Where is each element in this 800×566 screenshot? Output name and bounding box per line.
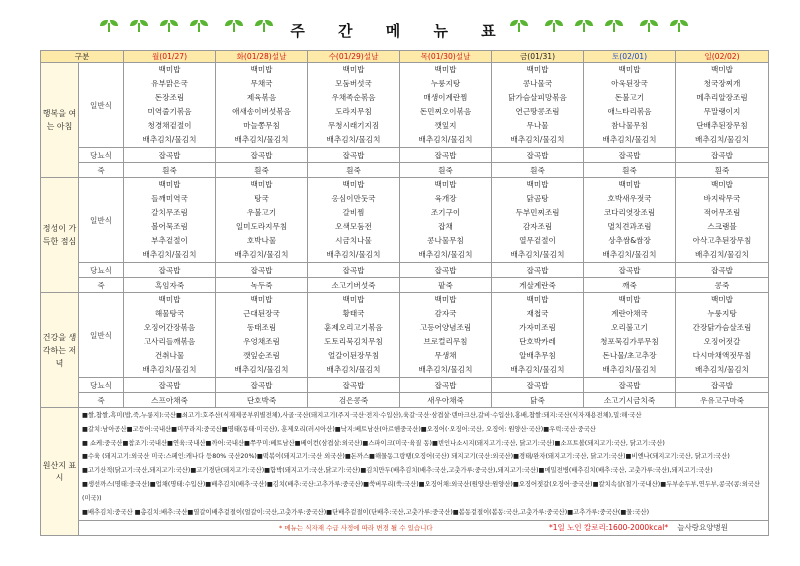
menu-item: 배추김치/물김치 — [234, 135, 289, 144]
menu-item: 고등어양념조림 — [419, 323, 472, 332]
porridge-cell: 단호박죽 — [216, 393, 308, 408]
menu-item: 가자미조림 — [519, 323, 556, 332]
porridge-label: 죽 — [79, 393, 124, 408]
menu-cell — [584, 178, 676, 263]
meal-row — [41, 178, 769, 263]
menu-item: 백미밥 — [250, 295, 273, 304]
diabetic-cell: 잡곡밥 — [308, 148, 400, 163]
menu-item: 백미밥 — [342, 65, 365, 74]
menu-change-notice: * 메뉴는 식자재 수급 사정에 따라 변경 될 수 있습니다 — [279, 524, 433, 533]
menu-item: 아삭고추된장무침 — [692, 236, 752, 245]
weekly-menu-table — [40, 50, 769, 536]
diabetic-label: 당뇨식 — [79, 148, 124, 163]
diabetic-cell: 잡곡밥 — [584, 263, 676, 278]
menu-item: 백미밥 — [526, 180, 549, 189]
menu-item: 코다리엿장조림 — [603, 208, 656, 217]
porridge-cell: 녹두죽 — [216, 278, 308, 293]
menu-item: 스크램블 — [707, 222, 737, 231]
menu-item: 건취나물 — [154, 351, 185, 360]
porridge-cell: 팥죽 — [400, 278, 492, 293]
diabetic-cell: 잡곡밥 — [216, 148, 308, 163]
menu-item: 유부맑은국 — [151, 79, 188, 88]
menu-cell — [308, 63, 400, 148]
menu-item: 마늘쫑무침 — [243, 121, 280, 130]
porridge-cell: 게살계란죽 — [492, 278, 584, 293]
porridge-cell: 흑임자죽 — [124, 278, 216, 293]
porridge-cell: 소고기버섯죽 — [308, 278, 400, 293]
menu-item: 배추김치/물김치 — [142, 135, 197, 144]
menu-item: 고사리들깨볶음 — [143, 337, 196, 346]
day-header: 목(01/30)설날 — [400, 51, 492, 63]
meal-type-label: 일반식 — [79, 293, 124, 378]
day-header: 화(01/28)설날 — [216, 51, 308, 63]
menu-item: 배추김치/물김치 — [142, 250, 197, 259]
porridge-cell: 깨죽 — [584, 278, 676, 293]
menu-cell — [584, 63, 676, 148]
diabetic-cell: 잡곡밥 — [400, 148, 492, 163]
menu-item: 무청시래기지짐 — [327, 121, 380, 130]
menu-item: 백미밥 — [158, 65, 181, 74]
menu-item: 근대된장국 — [243, 309, 280, 318]
menu-item: 무생채 — [434, 351, 457, 360]
origin-line: ■ 쇼케:중국산■참조기:국내산■연육:국내산■까어:국내산■쭈꾸미:베트남산■베이컨(삼겹살:외국산)■스파이크(미국·육질 동)■빈인나소시지(돼지고기:국산, 닭고기:국산)■소프트볼(돼지고기:국산, 닭고기:국산) — [82, 439, 665, 447]
diabetic-cell: 잡곡밥 — [584, 148, 676, 163]
menu-cell — [124, 178, 216, 263]
menu-item: 미역줄기볶음 — [147, 107, 192, 116]
porridge-label: 죽 — [79, 278, 124, 293]
footer-row — [41, 521, 769, 536]
diabetic-cell: 잡곡밥 — [400, 263, 492, 278]
menu-item: 돈장조림 — [154, 93, 185, 102]
menu-item: 배추김치/물김치 — [510, 135, 565, 144]
menu-item: 우불고기 — [246, 208, 277, 217]
menu-item: 백미밥 — [618, 180, 641, 189]
menu-item: 배추김치/물김치 — [326, 250, 381, 259]
menu-item: 육개장 — [434, 194, 457, 203]
menu-item: 단배추된장무침 — [696, 121, 748, 130]
menu-item: 배추김치/물김치 — [602, 250, 657, 259]
menu-cell — [676, 178, 769, 263]
porridge-cell: 콩죽 — [676, 278, 769, 293]
menu-item: 단호박카레 — [519, 337, 556, 346]
diabetic-cell: 잡곡밥 — [584, 378, 676, 393]
menu-item: 돈불고기 — [614, 93, 645, 102]
porridge-row — [41, 393, 769, 408]
menu-item: 백미밥 — [618, 65, 641, 74]
menu-item: 제육볶음 — [246, 93, 277, 102]
diabetic-cell: 잡곡밥 — [308, 378, 400, 393]
menu-item: 백미밥 — [711, 180, 734, 189]
porridge-row — [41, 278, 769, 293]
menu-item: 오징어젓갈 — [703, 337, 741, 346]
menu-item: 매생이계란찜 — [423, 93, 468, 102]
menu-cell — [676, 63, 769, 148]
menu-item: 배추김치/물김치 — [602, 135, 657, 144]
porridge-cell: 우유고구마죽 — [676, 393, 769, 408]
menu-cell — [492, 293, 584, 378]
meal-label: 행복을 여는 아침 — [41, 63, 79, 178]
menu-item: 백미밥 — [250, 180, 273, 189]
menu-item: 무나물 — [526, 121, 549, 130]
diabetic-cell: 잡곡밥 — [216, 263, 308, 278]
menu-item: 상추쌈&쌈장 — [608, 236, 651, 245]
diabetic-cell: 잡곡밥 — [676, 263, 769, 278]
menu-item: 배추김치/물김치 — [418, 135, 473, 144]
menu-item: 배추김치/물김치 — [510, 250, 565, 259]
menu-item: 갈치무조림 — [151, 208, 188, 217]
menu-cell — [308, 178, 400, 263]
menu-item: 브로컬리무침 — [423, 337, 468, 346]
menu-item: 백미밥 — [526, 65, 549, 74]
porridge-cell: 흰죽 — [216, 163, 308, 178]
diabetic-cell: 잡곡밥 — [308, 263, 400, 278]
menu-item: 백미밥 — [158, 295, 181, 304]
menu-item: 감자조림 — [522, 222, 553, 231]
day-header: 수(01/29)설날 — [308, 51, 400, 63]
menu-item: 우채족순볶음 — [331, 93, 376, 102]
origin-line: ■수육 (돼지고기:외국산 미국:스페인:캐나다 등80% 국산20%)■떡볶이(돼지고기:국산 외국산)■돈까스■해물동그랑땡(오징어(국산) 돼지고기(국산:외국산)■경태/완자(돼지고기:국산, 닭고기:국산)■비엔나(돼지고기:국산, 닭고기:국산) — [82, 453, 730, 461]
menu-item: 열무겉절이 — [519, 236, 556, 245]
day-header: 금(01/31) — [492, 51, 584, 63]
menu-item: 백미밥 — [711, 65, 734, 74]
calorie-note: *1일 노인 칼로리:1600-2000kcal* — [549, 523, 669, 533]
menu-item: 부추겉절이 — [151, 236, 188, 245]
diabetic-cell: 잡곡밥 — [676, 378, 769, 393]
menu-item: 멸치견과조림 — [607, 222, 652, 231]
menu-item: 배추김치/물김치 — [602, 365, 657, 374]
porridge-cell: 닭죽 — [492, 393, 584, 408]
menu-item: 알배추무침 — [519, 351, 556, 360]
origin-line: ■갈치:남아공산■고등어:국내산■미꾸라지:중국산■명태(동태·미국산), 훈제오리(러시아산)■낙지:베트남산(아르헨중국산)■오징어(·오징어:국산, 오징어: 원양산·국산)■우럭:국산·중국산 — [82, 425, 596, 433]
menu-item: 청국장찌개 — [703, 79, 741, 88]
menu-item: 무채국 — [250, 79, 273, 88]
meal-type-label: 일반식 — [79, 178, 124, 263]
porridge-cell: 흰죽 — [584, 163, 676, 178]
porridge-row — [41, 163, 769, 178]
porridge-cell: 흰죽 — [308, 163, 400, 178]
menu-cell — [216, 178, 308, 263]
origin-row — [41, 408, 769, 521]
diabetic-row — [41, 263, 769, 278]
menu-item: 참나물무침 — [611, 121, 648, 130]
origin-line: ■쌀,찹쌀,흑미(밥,죽,누룽지):국산■쇠고기:호주산(식재제공부위별전체),사골·국산(돼지고기(주지·국산·전지·수입산),육갈·국산·삼겹살·덴마크산,갈비·수입산),홍배,찹쌀:돼지:국산(식자재용전체),밀:해·국산 — [82, 412, 642, 419]
diabetic-cell: 잡곡밥 — [124, 263, 216, 278]
menu-item: 우엉채조림 — [243, 337, 280, 346]
porridge-cell: 소고기시금치죽 — [584, 393, 676, 408]
menu-item: 배추김치/물김치 — [418, 365, 473, 374]
diabetic-row — [41, 148, 769, 163]
menu-cell — [124, 293, 216, 378]
menu-item: 백미밥 — [618, 295, 641, 304]
menu-item: 다시마채액젓무침 — [692, 351, 752, 360]
menu-item: 깻잎지 — [434, 121, 457, 130]
menu-cell — [492, 178, 584, 263]
menu-item: 재첩국 — [526, 309, 549, 318]
diabetic-label: 당뇨식 — [79, 378, 124, 393]
menu-item: 계란아채국 — [611, 309, 648, 318]
diabetic-cell: 잡곡밥 — [492, 378, 584, 393]
menu-item: 닭가슴살피망볶음 — [508, 93, 567, 102]
menu-item: 모둠버섯국 — [335, 79, 372, 88]
menu-item: 배추김치/물김치 — [695, 365, 749, 374]
origin-text — [79, 408, 769, 521]
menu-item: 탕국 — [254, 194, 269, 203]
menu-item: 청경채겉절이 — [147, 121, 192, 130]
menu-cell — [584, 293, 676, 378]
menu-cell — [400, 293, 492, 378]
meal-label: 정성이 가득한 점심 — [41, 178, 79, 293]
diabetic-cell: 잡곡밥 — [124, 378, 216, 393]
footer-cell — [79, 521, 769, 536]
menu-item: 돈나물/초고추장 — [602, 351, 657, 360]
porridge-cell: 흰죽 — [676, 163, 769, 178]
menu-item: 감자국 — [434, 309, 457, 318]
menu-item: 돈민찌오이볶음 — [419, 107, 472, 116]
menu-item: 아욱된장국 — [611, 79, 648, 88]
menu-item: 깻잎순조림 — [243, 351, 280, 360]
origin-line: ■배추김치:중국산 ■총김치:배추:국산■열갈이배추겉절이(얼갈이:국산,고춧가루:중국산)■단배추겉절이(단배추:국산,고춧가루:중국산)■봄동겉절이(봄동:국산,고춧가루:중국산)■고추가루:중국산(■물:국산) — [82, 508, 650, 516]
menu-item: 적어무조림 — [703, 208, 741, 217]
menu-item: 시금치나물 — [335, 236, 372, 245]
menu-item: 동태조림 — [246, 323, 277, 332]
menu-item: 바지락무국 — [703, 194, 741, 203]
menu-item: 오징어간장볶음 — [143, 323, 196, 332]
origin-line: ■고기산적(닭고기:국산,돼지고기:국산)■고기경단(돼지고기:국산)■함박(돼지고기:국산,닭고기:국산)■김치만두(배추김치(배추:국산,고춧가루:중국산),돼지고기:국산)■메밀전병(배추김치(배추:국산, 고춧가루:국산),돼지고기:국산) — [82, 467, 713, 475]
diabetic-label: 당뇨식 — [79, 263, 124, 278]
diabetic-cell: 잡곡밥 — [400, 378, 492, 393]
menu-item: 콩나물무침 — [427, 236, 464, 245]
porridge-label: 죽 — [79, 163, 124, 178]
menu-item: 얼갈이된장무침 — [327, 351, 380, 360]
menu-item: 황태국 — [342, 309, 365, 318]
menu-item: 옹심이만둣국 — [331, 194, 376, 203]
menu-cell — [216, 63, 308, 148]
menu-item: 백미밥 — [434, 65, 457, 74]
porridge-cell: 새우아채죽 — [400, 393, 492, 408]
menu-item: 애새송이버섯볶음 — [232, 107, 291, 116]
menu-item: 배추김치/물김치 — [695, 250, 749, 259]
menu-item: 오색모둠전 — [335, 222, 372, 231]
menu-item: 백미밥 — [342, 180, 365, 189]
menu-item: 일미도라지무침 — [235, 222, 288, 231]
origin-line: ■생선까스(명태:중국산)■업채(명태:수입산)■배추김치(배추·국산)■김치(배추:국산:고추가루:중국산)■쑥버무리(쑥:국산)■오징어채:외국산(원양산:원양산)■오징어젓갈(오징어·중국산)■칼치속살(철기·국내산)■두부순두부,연두부,콩국(콩:외국산(미국)) — [82, 480, 760, 502]
menu-item: 백미밥 — [250, 65, 273, 74]
menu-item: 백미밥 — [342, 295, 365, 304]
menu-item: 백미밥 — [434, 180, 457, 189]
meal-label: 건강을 생각하는 저녁 — [41, 293, 79, 408]
menu-item: 메추리알장조림 — [696, 93, 748, 102]
menu-item: 백미밥 — [434, 295, 457, 304]
page-title: 주 간 메 뉴 표 — [290, 22, 510, 40]
menu-item: 간장닭가슴살조림 — [692, 323, 752, 332]
menu-item: 해물탕국 — [154, 309, 185, 318]
menu-item: 청포묵김가루무침 — [600, 337, 659, 346]
diabetic-cell: 잡곡밥 — [124, 148, 216, 163]
hospital-name: 늘사랑요양병원 — [677, 523, 729, 533]
menu-item: 애느타리볶음 — [607, 107, 652, 116]
menu-item: 연근땅콩조림 — [515, 107, 560, 116]
porridge-cell: 흰죽 — [400, 163, 492, 178]
porridge-cell: 흰죽 — [124, 163, 216, 178]
porridge-cell: 흰죽 — [492, 163, 584, 178]
menu-item: 누룽지탕 — [707, 309, 737, 318]
menu-item: 훈제오리고기볶음 — [324, 323, 383, 332]
meal-row — [41, 293, 769, 378]
day-header: 토(02/01) — [584, 51, 676, 63]
meal-type-label: 일반식 — [79, 63, 124, 148]
menu-item: 배추김치/물김치 — [326, 365, 381, 374]
menu-item: 닭곰탕 — [526, 194, 549, 203]
diabetic-cell: 잡곡밥 — [492, 148, 584, 163]
menu-item: 들깨미역국 — [151, 194, 188, 203]
menu-cell — [124, 63, 216, 148]
porridge-cell: 검은콩죽 — [308, 393, 400, 408]
diabetic-row — [41, 378, 769, 393]
menu-item: 배추김치/물김치 — [695, 135, 749, 144]
menu-item: 호박새우젓국 — [607, 194, 652, 203]
diabetic-cell: 잡곡밥 — [676, 148, 769, 163]
menu-item: 오리불고기 — [611, 323, 648, 332]
menu-item: 잡채 — [438, 222, 453, 231]
menu-item: 콩나물국 — [522, 79, 553, 88]
porridge-cell: 스프아채죽 — [124, 393, 216, 408]
menu-item: 백미밥 — [711, 295, 734, 304]
day-header: 일(02/02) — [676, 51, 769, 63]
menu-cell — [308, 293, 400, 378]
menu-item: 도라지무침 — [335, 107, 372, 116]
menu-item: 누룽지탕 — [430, 79, 461, 88]
menu-cell — [400, 63, 492, 148]
menu-item: 배추김치/물김치 — [326, 135, 381, 144]
day-header: 월(01/27) — [124, 51, 216, 63]
menu-item: 배추김치/물김치 — [418, 250, 473, 259]
menu-item: 무말랭이지 — [703, 107, 741, 116]
header-row — [41, 51, 769, 63]
header-gubun: 구분 — [41, 51, 124, 63]
menu-item: 조기구이 — [430, 208, 461, 217]
menu-cell — [216, 293, 308, 378]
diabetic-cell: 잡곡밥 — [492, 263, 584, 278]
menu-cell — [492, 63, 584, 148]
menu-item: 배추김치/물김치 — [234, 250, 289, 259]
menu-cell — [676, 293, 769, 378]
menu-item: 백미밥 — [158, 180, 181, 189]
menu-item: 배추김치/물김치 — [142, 365, 197, 374]
menu-item: 배추김치/물김치 — [234, 365, 289, 374]
menu-item: 백미밥 — [526, 295, 549, 304]
diabetic-cell: 잡곡밥 — [216, 378, 308, 393]
menu-cell — [400, 178, 492, 263]
menu-item: 두부민찌조림 — [515, 208, 560, 217]
origin-label: 원산지 표시 — [41, 408, 79, 536]
menu-item: 볼어묵조림 — [151, 222, 188, 231]
meal-row — [41, 63, 769, 148]
menu-item: 호박나물 — [246, 236, 277, 245]
menu-item: 갈비찜 — [342, 208, 365, 217]
menu-item: 도토리묵김치무침 — [324, 337, 383, 346]
menu-item: 배추김치/물김치 — [510, 365, 565, 374]
